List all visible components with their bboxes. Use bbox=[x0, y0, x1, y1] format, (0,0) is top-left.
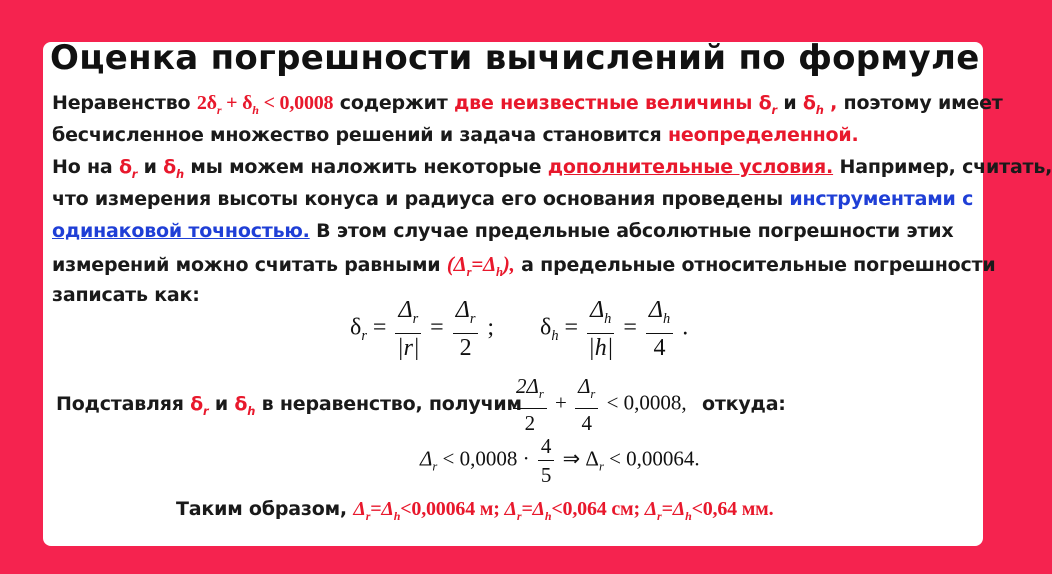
paragraph-line-4: что измерения высоты конуса и радиуса его основания проведены инструментами с bbox=[52, 188, 974, 210]
paragraph-line-1: Неравенство $2\delta_r + \delta_h < 0,0008$ содержит две неизвестные величины $\delta_r$ и $\delta_h$ , поэтому имеет bbox=[52, 92, 1003, 117]
highlight-delta-h: $\delta_h$ , bbox=[802, 92, 838, 117]
formula-substitution: $\frac{2\Delta_r}{2}$ + $\frac{\Delta_r}{4}$ < 0,0008, bbox=[510, 372, 687, 437]
highlight-same-accuracy: одинаковой точностью. bbox=[52, 220, 310, 242]
highlight-undetermined: неопределенной. bbox=[667, 124, 859, 146]
paragraph-line-5: одинаковой точностью. В этом случае предельные абсолютные погрешности этих bbox=[52, 220, 954, 242]
slide-title: Оценка погрешности вычислений по формуле bbox=[50, 38, 980, 78]
formula-result: $\Delta_r < 0,0008$ · $\frac{4}{5}$ ⇒ $\Delta_r < 0,00064$. bbox=[420, 434, 700, 487]
paragraph-line-8-end: откуда: bbox=[702, 393, 786, 415]
paragraph-line-6: измерений можно считать равными $(\Delta_r=\Delta_h)$, а предельные относительные погрешности bbox=[52, 252, 996, 280]
highlight-extra-conditions: дополнительные условия. bbox=[547, 156, 834, 178]
paragraph-line-7: записать как: bbox=[52, 284, 200, 306]
paragraph-conclusion: Таким образом, $\Delta_r=\Delta_h<0,00064$ м; $\Delta_r=\Delta_h<0,064$ см; $\Delta_r=\Delta_h<0,64$ мм. bbox=[176, 498, 774, 523]
inequality: $2\delta_r + \delta_h < 0,0008$ bbox=[196, 92, 334, 117]
paragraph-line-8: Подставляя $\delta_r$ и $\delta_h$ в неравенство, получим bbox=[56, 393, 522, 418]
paragraph-line-2: бесчисленное множество решений и задача становится неопределенной. bbox=[52, 124, 859, 146]
highlight-instruments: инструментами с bbox=[789, 188, 974, 210]
highlight-equal-errors: $(\Delta_r=\Delta_h)$, bbox=[446, 252, 515, 280]
highlight-two-unknowns: две неизвестные величины $\delta_r$ bbox=[454, 92, 777, 117]
formula-delta-r: $\delta_r$ = $\frac{\Delta_r}{|r|}$ = $\frac{\Delta_r}{2}$ ; bbox=[350, 297, 495, 361]
paragraph-line-3: Но на $\delta_r$ и $\delta_h$ мы можем наложить некоторые дополнительные условия. Например, считать, bbox=[52, 156, 1052, 181]
conclusion-values: $\Delta_r=\Delta_h<0,00064$ м; $\Delta_r=\Delta_h<0,064$ см; $\Delta_r=\Delta_h<0,64$ мм. bbox=[353, 498, 774, 523]
formula-delta-h: $\delta_h$ = $\frac{\Delta_h}{|h|}$ = $\frac{\Delta_h}{4}$ . bbox=[540, 297, 689, 361]
